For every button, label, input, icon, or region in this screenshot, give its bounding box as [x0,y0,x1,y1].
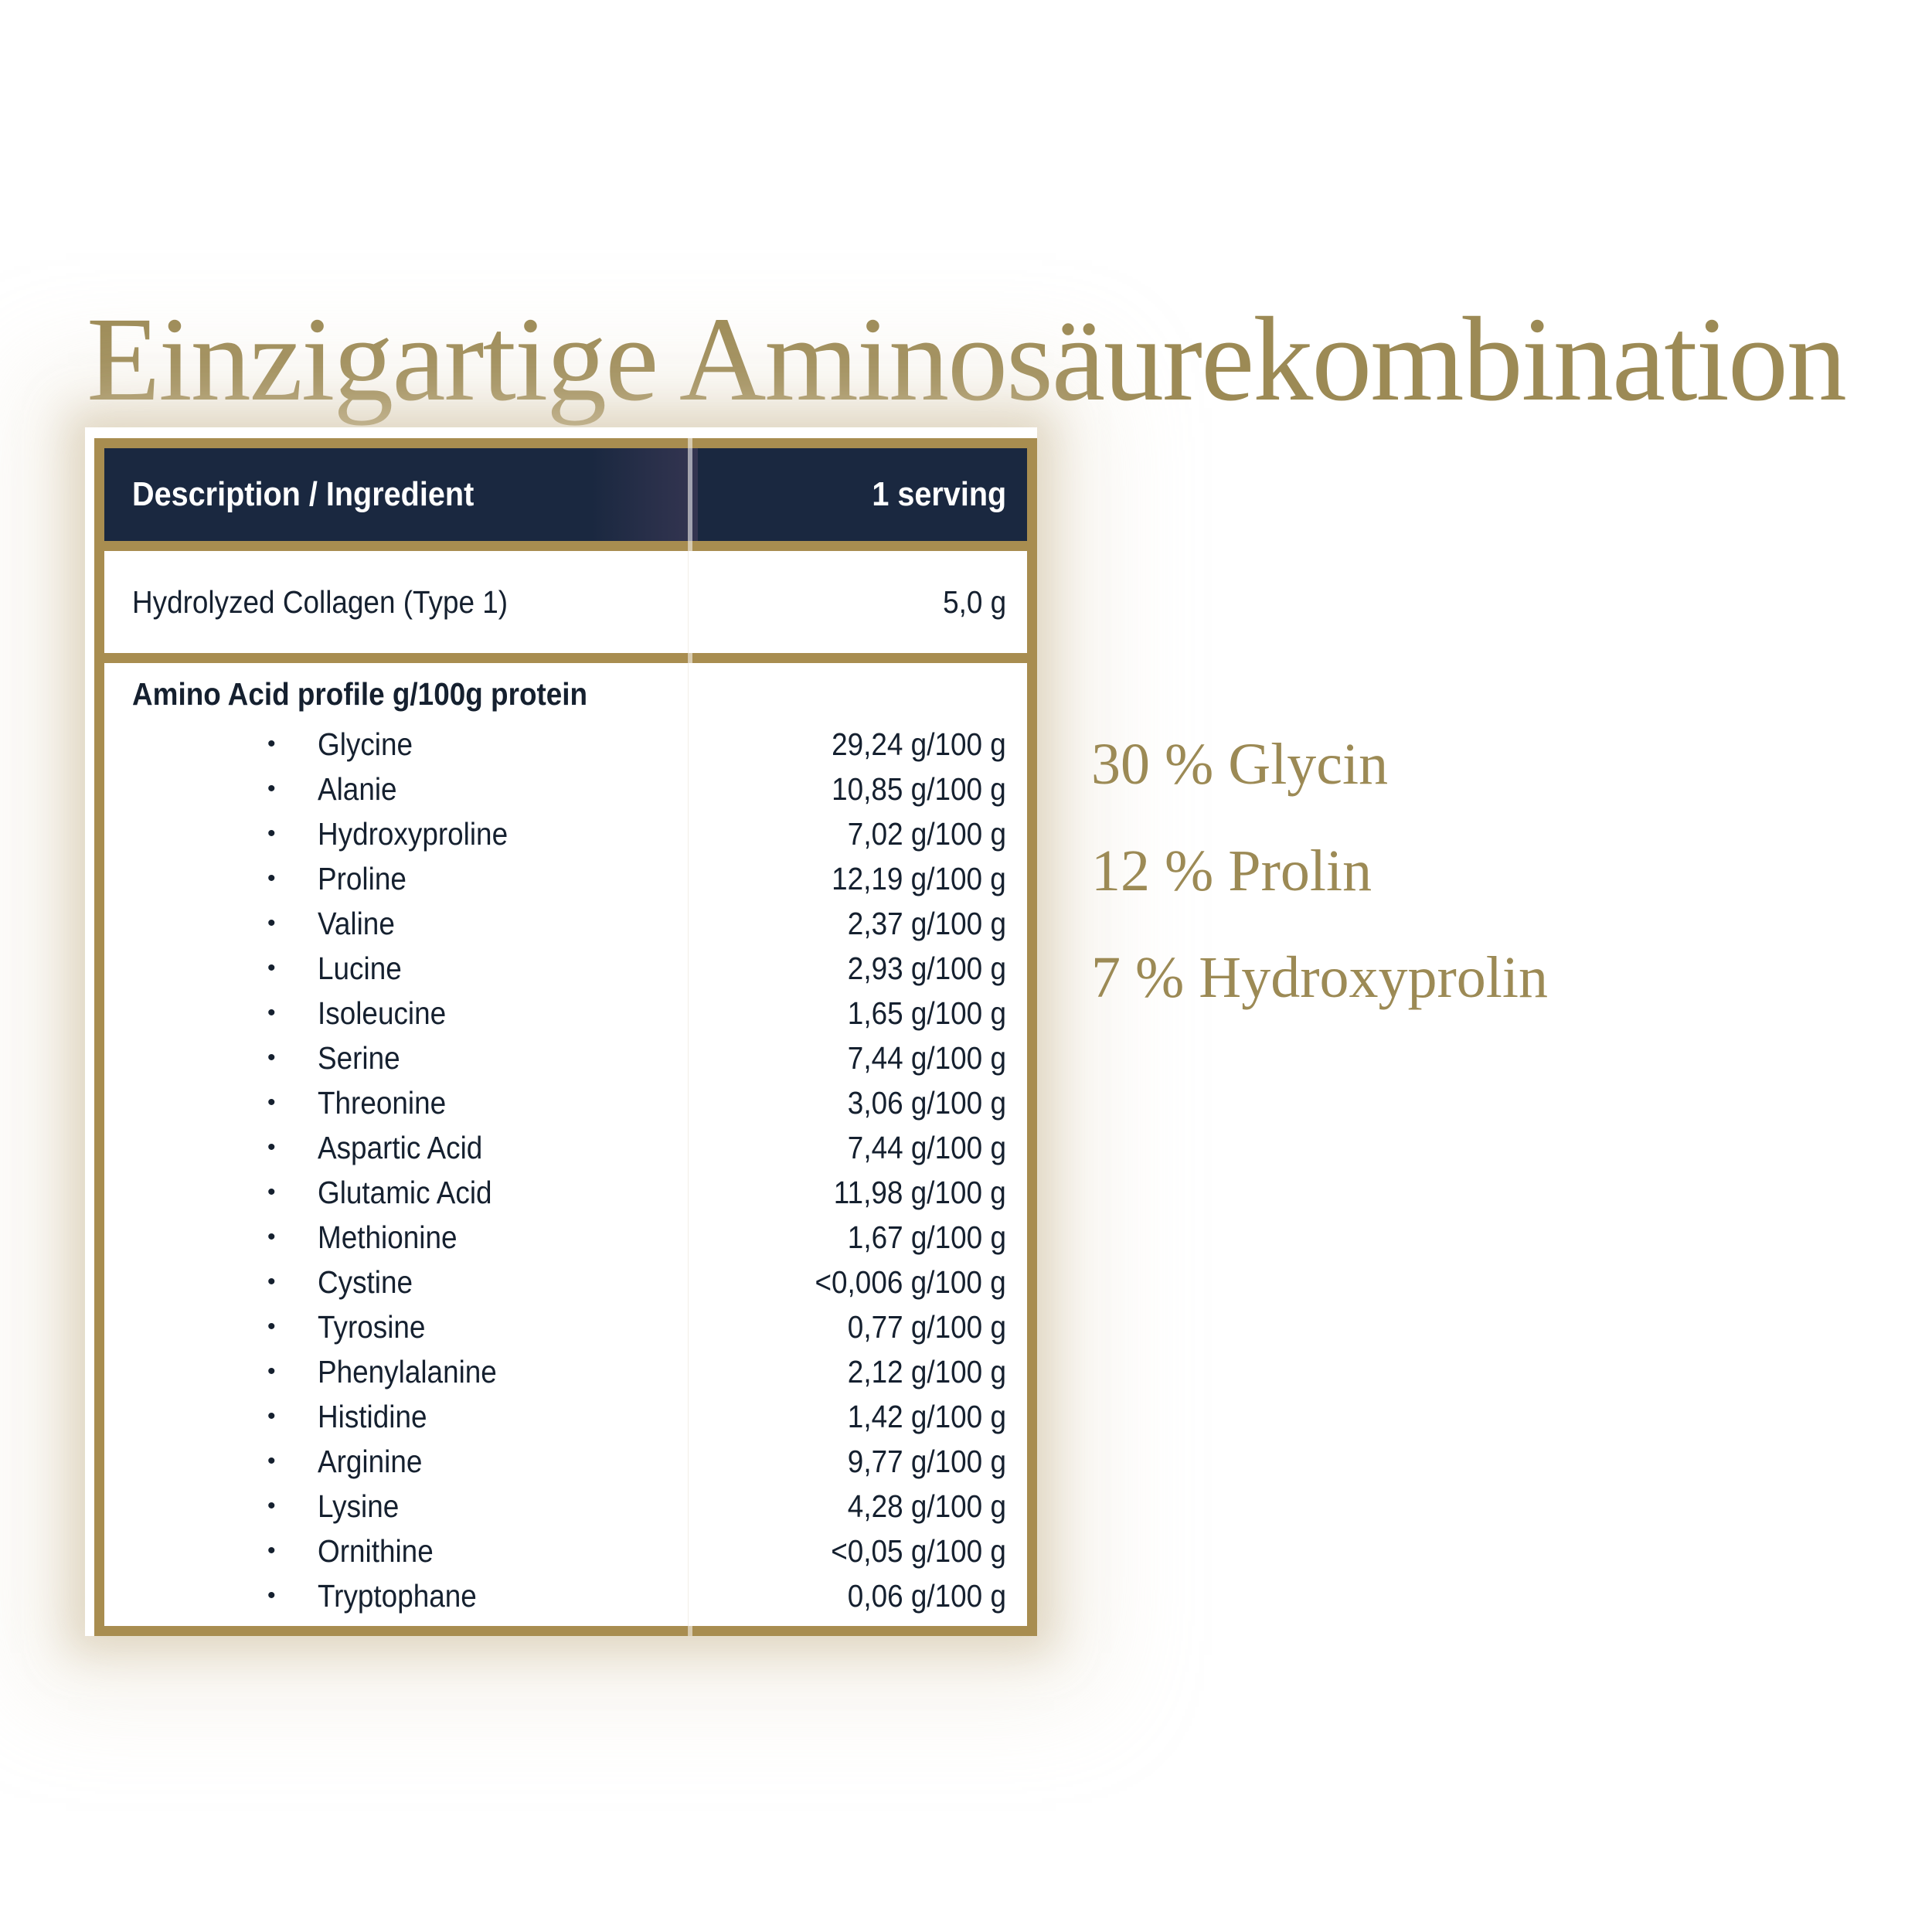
amino-acid-row [104,1080,1027,1125]
amino-acid-name: Alanie [318,770,397,807]
amino-acid-name: Lysine [318,1488,400,1524]
bullet-icon: • [267,1448,276,1474]
collagen-label: Hydrolyzed Collagen (Type 1) [132,583,509,620]
bullet-icon: • [267,1045,276,1070]
bullet-icon: • [267,1134,276,1160]
amino-acid-row [104,1304,1027,1349]
amino-acid-row [104,946,1027,991]
amino-acid-name: Tyrosine [318,1308,426,1345]
amino-acid-name: Cystine [318,1264,413,1300]
amino-acid-value: 2,12 g/100 g [847,1353,1006,1389]
amino-acid-name: Glycine [318,726,413,762]
amino-acid-row [104,1484,1027,1529]
amino-acid-value: 1,42 g/100 g [847,1398,1006,1434]
amino-acid-row [104,811,1027,856]
amino-acid-value: 2,37 g/100 g [847,905,1006,941]
table-header-serving-label: 1 serving [872,475,1006,513]
amino-acid-name: Lucine [318,950,402,986]
bullet-icon: • [267,1583,276,1608]
table-header-serving [698,448,1027,541]
amino-acid-value: <0,05 g/100 g [831,1532,1006,1569]
amino-acid-value: 9,77 g/100 g [847,1443,1006,1479]
amino-acid-row [104,722,1027,767]
page-title: Einzigartige Aminosäurekombination [87,291,1845,426]
amino-acid-row [104,1529,1027,1573]
amino-acid-row [104,901,1027,946]
table-header-description-label: Description / Ingredient [132,475,474,513]
amino-acid-name: Isoleucine [318,995,447,1031]
bullet-icon: • [267,1538,276,1563]
amino-acid-value: 3,06 g/100 g [847,1084,1006,1121]
bullet-icon: • [267,1224,276,1250]
amino-acid-row [104,1394,1027,1439]
gold-divider [104,653,1027,663]
amino-acid-value: 0,06 g/100 g [847,1577,1006,1614]
nutrition-table-card [85,427,1037,1636]
bullet-icon: • [267,1359,276,1384]
table-header-row [104,448,1027,541]
amino-acid-value: 11,98 g/100 g [834,1174,1006,1210]
amino-acid-value: 1,65 g/100 g [847,995,1006,1031]
amino-acid-value: 10,85 g/100 g [832,770,1006,807]
amino-acid-row [104,1036,1027,1080]
amino-acid-row [104,1215,1027,1260]
amino-acid-name: Methionine [318,1219,457,1255]
table-row-collagen [104,551,1027,653]
table-header-description [104,448,698,541]
amino-acid-row [104,1170,1027,1215]
amino-acid-value: 0,77 g/100 g [847,1308,1006,1345]
amino-acid-value: 4,28 g/100 g [847,1488,1006,1524]
amino-acid-value: 7,44 g/100 g [847,1039,1006,1076]
bullet-icon: • [267,1090,276,1115]
bullet-icon: • [267,1314,276,1339]
bullet-icon: • [267,776,276,801]
gold-divider [104,541,1027,551]
amino-acid-name: Ornithine [318,1532,434,1569]
amino-acid-section [104,663,1027,1626]
amino-acid-row [104,1125,1027,1170]
amino-acid-name: Valine [318,905,395,941]
amino-acid-row [104,1260,1027,1304]
amino-acid-name: Proline [318,860,406,896]
amino-acid-value: 7,44 g/100 g [847,1129,1006,1165]
highlight-line: 30 % Glycin [1091,731,1389,797]
highlight-line: 12 % Prolin [1091,838,1372,903]
amino-acid-name: Threonine [318,1084,447,1121]
amino-acid-list [104,722,1027,1618]
bullet-icon: • [267,910,276,936]
collagen-value: 5,0 g [942,583,1006,620]
amino-acid-name: Glutamic Acid [318,1174,492,1210]
amino-acid-row [104,1349,1027,1394]
amino-acid-section-title: Amino Acid profile g/100g protein [132,676,588,712]
amino-acid-name: Aspartic Acid [318,1129,483,1165]
amino-acid-row [104,991,1027,1036]
amino-acid-value: <0,006 g/100 g [815,1264,1006,1300]
amino-acid-name: Arginine [318,1443,423,1479]
bullet-icon: • [267,1000,276,1026]
amino-acid-value: 7,02 g/100 g [847,815,1006,852]
bullet-icon: • [267,1403,276,1429]
bullet-icon: • [267,821,276,846]
amino-acid-value: 2,93 g/100 g [847,950,1006,986]
amino-acid-name: Tryptophane [318,1577,477,1614]
amino-acid-row [104,856,1027,901]
amino-acid-value: 1,67 g/100 g [847,1219,1006,1255]
bullet-icon: • [267,1179,276,1205]
bullet-icon: • [267,1493,276,1519]
bullet-icon: • [267,731,276,757]
highlights [1091,711,1548,1031]
bullet-icon: • [267,1269,276,1294]
amino-acid-name: Hydroxyproline [318,815,509,852]
bullet-icon: • [267,955,276,981]
nutrition-table [94,438,1037,1636]
amino-acid-row [104,1573,1027,1618]
amino-acid-name: Phenylalanine [318,1353,497,1389]
amino-acid-name: Serine [318,1039,400,1076]
amino-acid-row [104,767,1027,811]
amino-acid-row [104,1439,1027,1484]
bullet-icon: • [267,866,276,891]
amino-acid-value: 29,24 g/100 g [832,726,1006,762]
highlight-line: 7 % Hydroxyprolin [1091,944,1549,1010]
amino-acid-name: Histidine [318,1398,427,1434]
amino-acid-value: 12,19 g/100 g [832,860,1006,896]
